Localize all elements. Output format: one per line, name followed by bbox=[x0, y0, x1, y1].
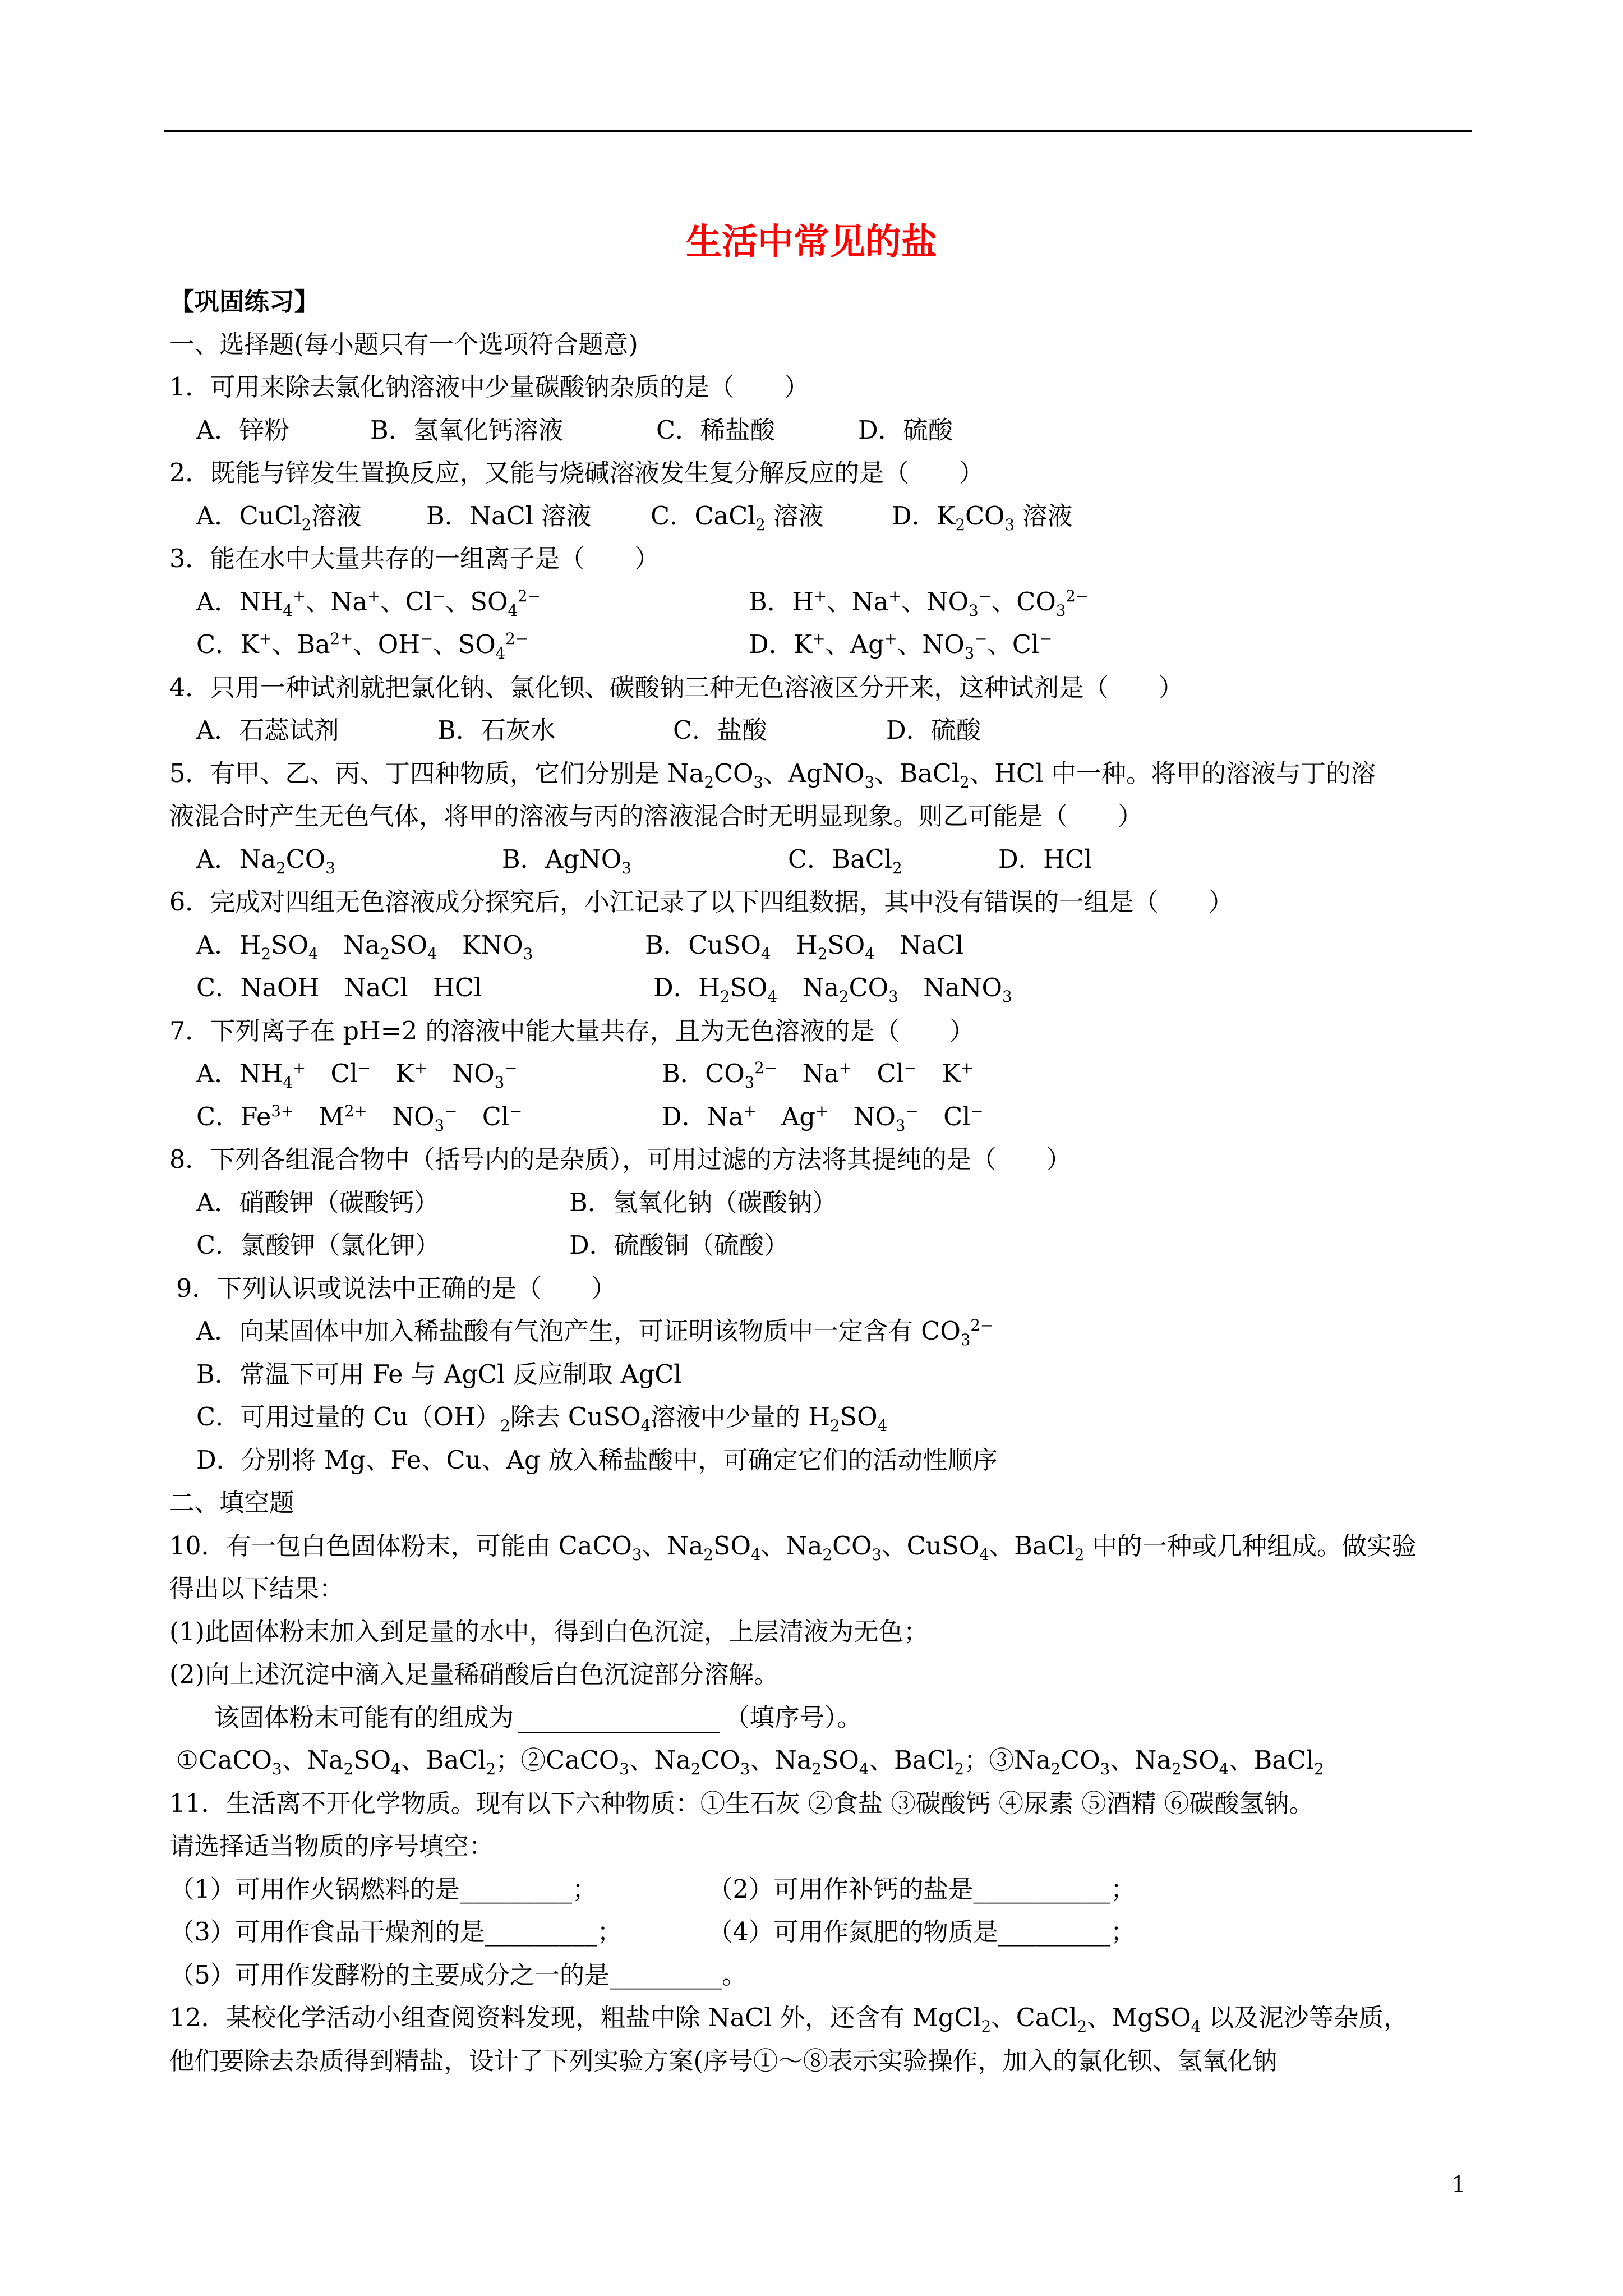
q5-option-a: A．$Na_2CO_3$ bbox=[196, 845, 335, 877]
q11-item3: （3）可用作食品干燥剂的是_________； bbox=[169, 1918, 623, 1947]
q3-options-ab bbox=[169, 581, 1476, 624]
section-heading: 【巩固练习】 bbox=[169, 287, 320, 316]
q10-ask-suffix: （填序号）。 bbox=[725, 1703, 862, 1732]
q4-option-c: C．盐酸 bbox=[673, 716, 767, 745]
q7-options-ab bbox=[169, 1053, 1476, 1096]
q10-item2: (2)向上述沉淀中滴入足量稀硝酸后白色沉淀部分溶解。 bbox=[169, 1660, 779, 1689]
q7-option-c: C．$Fe^{3+}$ $M^{2+}$ $NO_3^-$ Cl− bbox=[196, 1101, 523, 1135]
q3-options-cd bbox=[169, 624, 1476, 667]
q6-option-c: C．NaOH NaCl HCl bbox=[196, 974, 482, 1002]
q5-stem-line1: 5．有甲、乙、丙、丁四种物质，它们分别是 $Na_2CO_3$、AgNO$_3$、BaCl$_2$、HCl 中一种。将甲的溶液与丁的溶 bbox=[169, 759, 1376, 792]
q10-line2: 得出以下结果： bbox=[169, 1575, 344, 1603]
q11-item4: （4）可用作氮肥的物质是_________； bbox=[708, 1918, 1136, 1947]
q8-stem: 8．下列各组混合物中（括号内的是杂质），可用过滤的方法将其提纯的是（ ） bbox=[169, 1145, 1072, 1174]
q5-option-b: B．AgNO$_3$ bbox=[502, 845, 631, 877]
q11-row1 bbox=[169, 1869, 1476, 1912]
q6-options-cd bbox=[169, 967, 1476, 1010]
q10-ask bbox=[169, 1697, 1476, 1740]
q10-item1: (1)此固体粉末加入到足量的水中，得到白色沉淀，上层清液为无色； bbox=[169, 1617, 929, 1646]
q4-options bbox=[169, 710, 1476, 753]
q6-options-ab bbox=[169, 924, 1476, 968]
q9-option-a: A．向某固体中加入稀盐酸有气泡产生，可证明该物质中一定含有 $CO_3^{2-}$ bbox=[196, 1316, 994, 1349]
q2-option-c: C．CaCl$_2$ 溶液 bbox=[651, 501, 824, 534]
q11-item1: （1）可用作火锅燃料的是_________； bbox=[169, 1875, 597, 1904]
q10-answer-blank[interactable] bbox=[518, 1706, 720, 1733]
header-rule bbox=[164, 130, 1472, 132]
q3-option-c: C．K+、$Ba^{2+}$、OH−、$SO_4^{2-}$ bbox=[196, 629, 528, 662]
q4-option-b: B．石灰水 bbox=[437, 716, 556, 745]
page-number: 1 bbox=[1451, 2172, 1466, 2198]
q5-option-d: D．HCl bbox=[998, 845, 1092, 874]
q8-option-c: C．氯酸钾（氯化钾） bbox=[196, 1231, 440, 1260]
part2-title: 二、填空题 bbox=[169, 1489, 294, 1517]
page-title: 生活中常见的盐 bbox=[686, 221, 937, 263]
q11-line2: 请选择适当物质的序号填空： bbox=[169, 1832, 494, 1861]
q7-option-d: D．Na+ Ag+ $NO_3^-$ Cl− bbox=[662, 1101, 984, 1135]
q1-option-c: C．稀盐酸 bbox=[656, 416, 776, 445]
q9-option-b: B．常温下可用 Fe 与 AgCl 反应制取 AgCl bbox=[196, 1360, 682, 1389]
q2-stem: 2．既能与锌发生置换反应，又能与烧碱溶液发生复分解反应的是（ ） bbox=[169, 459, 984, 487]
q1-option-d: D．硫酸 bbox=[858, 416, 953, 445]
q7-stem: 7．下列离子在 pH=2 的溶液中能大量共存，且为无色溶液的是（ ） bbox=[169, 1016, 975, 1046]
q3-option-b: B．H+、Na+、$NO_3^-$、$CO_3^{2-}$ bbox=[749, 586, 1089, 620]
q3-option-d: D．K+、Ag+、$NO_3^-$、Cl− bbox=[749, 629, 1053, 662]
q7-options-cd bbox=[169, 1096, 1476, 1139]
q1-option-a: A．锌粉 bbox=[196, 416, 289, 445]
q4-option-a: A．石蕊试剂 bbox=[196, 716, 339, 745]
q2-option-d: D．$K_2CO_3$ 溶液 bbox=[892, 501, 1073, 534]
q6-stem: 6．完成对四组无色溶液成分探究后，小江记录了以下四组数据，其中没有错误的一组是（ ） bbox=[169, 888, 1234, 917]
q8-options-cd bbox=[169, 1225, 1476, 1268]
q1-option-b: B．氢氧化钙溶液 bbox=[370, 416, 564, 445]
q5-options bbox=[169, 839, 1476, 882]
q9-option-c: C．可用过量的 $Cu(OH)_2$除去 CuSO$_4$溶液中少量的 $H_2SO_4$ bbox=[196, 1403, 888, 1435]
q11-row2 bbox=[169, 1911, 1476, 1954]
q12-line2: 他们要除去杂质得到精盐，设计了下列实验方案(序号①～⑧表示实验操作，加入的氯化钡、氢氧化钠 bbox=[169, 2046, 1278, 2076]
q7-option-b: B．$CO_3^{2-}$ Na+ Cl− K+ bbox=[662, 1059, 974, 1092]
part1-title: 一、选择题(每小题只有一个选项符合题意) bbox=[169, 330, 638, 359]
q10-line1: 10．有一包白色固体粉末，可能由 CaCO$_3$、$Na_2SO_4$、$Na_2CO_3$、CuSO$_4$、BaCl$_2$ 中的一种或几种组成。做实验 bbox=[169, 1531, 1417, 1564]
q4-option-d: D．硫酸 bbox=[886, 716, 981, 745]
q1-stem: 1．可用来除去氯化钠溶液中少量碳酸钠杂质的是（ ） bbox=[169, 373, 809, 402]
document-body bbox=[169, 280, 1476, 2083]
q2-option-a: A．CuCl$_2$溶液 bbox=[196, 501, 362, 534]
q3-stem: 3．能在水中大量共存的一组离子是（ ） bbox=[169, 545, 660, 573]
q8-option-b: B．氢氧化钠（碳酸钠） bbox=[569, 1188, 837, 1217]
q8-option-a: A．硝酸钾（碳酸钙） bbox=[196, 1188, 439, 1217]
q5-option-c: C．BaCl$_2$ bbox=[788, 845, 902, 877]
q6-option-b: B．CuSO$_4$ $H_2SO_4$ NaCl bbox=[645, 931, 964, 963]
q7-option-a: A．$NH_4^+$ Cl− K+ $NO_3^-$ bbox=[196, 1059, 518, 1092]
q2-option-b: B．NaCl 溶液 bbox=[426, 501, 592, 531]
q6-option-d: D．$H_2SO_4$ $Na_2CO_3$ NaNO$_3$ bbox=[653, 974, 1012, 1006]
q9-option-d: D．分别将 Mg、Fe、Cu、Ag 放入稀盐酸中，可确定它们的活动性顺序 bbox=[196, 1446, 998, 1475]
q10-choices: ①CaCO$_3$、$Na_2SO_4$、BaCl$_2$；②CaCO$_3$、$Na_2CO_3$、$Na_2SO_4$、BaCl$_2$；$③Na_2CO_3$、$Na_2SO_4$、BaCl$_2$ bbox=[176, 1746, 1324, 1778]
q5-stem-line2: 液混合时产生无色气体，将甲的溶液与丙的溶液混合时无明显现象。则乙可能是（ ） bbox=[169, 802, 1143, 831]
q1-options bbox=[169, 409, 1476, 453]
q8-options-ab bbox=[169, 1182, 1476, 1225]
q2-options bbox=[169, 495, 1476, 539]
q11-row3: （5）可用作发酵粉的主要成分之一的是_________。 bbox=[169, 1961, 747, 1990]
q8-option-d: D．硫酸铜（硫酸） bbox=[569, 1231, 789, 1260]
q3-option-a: A．$NH_4^+$、Na+、Cl−、$SO_4^{2-}$ bbox=[196, 586, 541, 620]
q10-ask-text: 该固体粉末可能有的组成为 bbox=[214, 1703, 514, 1732]
q6-option-a: A．$H_2SO_4$ $Na_2SO_4$ $KNO_3$ bbox=[196, 931, 533, 963]
q11-line1: 11．生活离不开化学物质。现有以下六种物质：①生石灰 ②食盐 ③碳酸钙 ④尿素 ⑤酒精 ⑥碳酸氢钠。 bbox=[169, 1789, 1314, 1818]
q11-item2: （2）可用作补钙的盐是___________； bbox=[708, 1875, 1136, 1904]
q4-stem: 4．只用一种试剂就把氯化钠、氯化钡、碳酸钠三种无色溶液区分开来，这种试剂是（ ） bbox=[169, 673, 1184, 702]
q9-stem: 9．下列认识或说法中正确的是（ ） bbox=[176, 1274, 616, 1303]
q12-line1: 12．某校化学活动小组查阅资料发现，粗盐中除 NaCl 外，还含有 MgCl$_2$、CaCl$_2$、MgSO$_4$ 以及泥沙等杂质， bbox=[169, 2004, 1409, 2036]
